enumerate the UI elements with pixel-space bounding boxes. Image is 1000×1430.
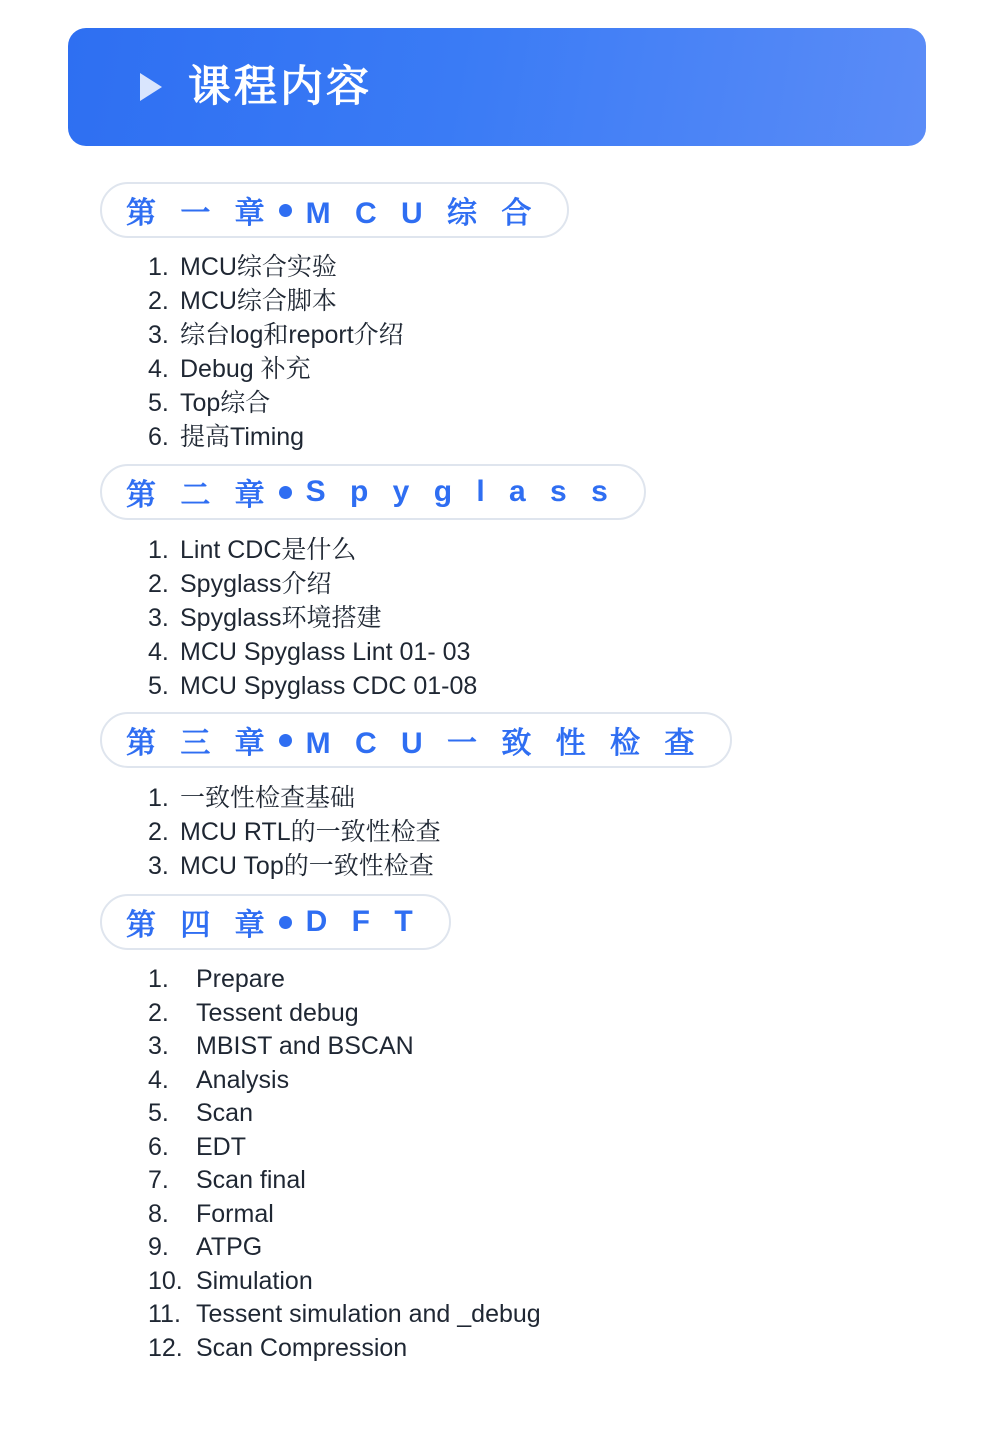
list-item-label: MCU综合实验 bbox=[180, 253, 337, 281]
list-item-label: 提高Timing bbox=[180, 423, 305, 451]
chapter-item-list-4 bbox=[148, 963, 541, 1365]
chapter-label-4: 第 四 章 bbox=[126, 909, 273, 942]
list-item bbox=[148, 963, 541, 997]
chapter-label-1: 第 一 章 bbox=[126, 197, 273, 230]
list-item-label: Scan Compression bbox=[196, 1333, 408, 1362]
list-item-number: 10. bbox=[148, 1266, 183, 1295]
list-item-label: MCU Spyglass CDC 01-08 bbox=[180, 672, 478, 700]
chapter-heading-3 bbox=[100, 712, 732, 768]
list-item bbox=[148, 250, 404, 284]
list-item bbox=[148, 815, 441, 849]
list-item-label: Formal bbox=[196, 1199, 274, 1228]
list-item bbox=[148, 533, 477, 567]
list-item-number: 6. bbox=[148, 423, 169, 451]
chapter-heading-2 bbox=[100, 464, 646, 520]
list-item-label: EDT bbox=[196, 1132, 246, 1161]
list-item-number: 8. bbox=[148, 1199, 169, 1228]
list-item bbox=[148, 318, 404, 352]
list-item-number: 2. bbox=[148, 818, 169, 846]
list-item bbox=[148, 1030, 541, 1064]
list-item-label: 一致性检查基础 bbox=[180, 784, 356, 812]
list-item bbox=[148, 1298, 541, 1332]
list-item-label: Scan final bbox=[196, 1166, 306, 1194]
list-item bbox=[148, 669, 477, 703]
chapter-name-2: S p y g l a s s bbox=[305, 475, 616, 508]
list-item bbox=[148, 601, 477, 635]
list-item bbox=[148, 352, 404, 386]
page-header-banner bbox=[68, 28, 926, 146]
chapter-heading-4 bbox=[100, 894, 451, 950]
list-item-number: 1. bbox=[148, 536, 169, 564]
chapter-name-3: M C U 一 致 性 检 查 bbox=[305, 727, 703, 760]
list-item-label: Tessent simulation and _debug bbox=[196, 1300, 541, 1328]
list-item-label: MCU Top的一致性检查 bbox=[180, 852, 434, 880]
list-item-label: Lint CDC是什么 bbox=[180, 536, 357, 564]
list-item bbox=[148, 1064, 541, 1098]
list-item-number: 1. bbox=[148, 784, 169, 812]
list-item-number: 6. bbox=[148, 1132, 169, 1161]
list-item-number: 3. bbox=[148, 604, 169, 632]
bullet-dot-icon bbox=[279, 486, 292, 499]
list-item-number: 3. bbox=[148, 852, 169, 880]
chapter-label-2: 第 二 章 bbox=[126, 479, 273, 512]
bullet-dot-icon bbox=[279, 204, 292, 217]
list-item-number: 4. bbox=[148, 355, 169, 383]
list-item bbox=[148, 1231, 541, 1265]
list-item-number: 1. bbox=[148, 253, 169, 281]
list-item bbox=[148, 849, 441, 883]
list-item-label: MCU RTL的一致性检查 bbox=[180, 818, 441, 846]
chapter-pill-1 bbox=[100, 182, 569, 238]
list-item-label: Simulation bbox=[196, 1266, 313, 1295]
list-item-label: ATPG bbox=[196, 1233, 263, 1261]
chapter-name-4: D F T bbox=[305, 905, 421, 938]
list-item bbox=[148, 1332, 541, 1366]
list-item bbox=[148, 1097, 541, 1131]
list-item-number: 2. bbox=[148, 998, 169, 1027]
list-item-label: MCU Spyglass Lint 01- 03 bbox=[180, 638, 471, 666]
list-item-label: Scan bbox=[196, 1099, 253, 1127]
chapter-pill-2 bbox=[100, 464, 646, 520]
list-item-number: 5. bbox=[148, 1099, 169, 1127]
chapter-name-1: M C U 综 合 bbox=[305, 197, 540, 230]
chapter-item-list-3 bbox=[148, 781, 441, 883]
list-item-label: Spyglass介绍 bbox=[180, 570, 332, 598]
list-item-number: 2. bbox=[148, 287, 169, 315]
list-item-label: MCU综合脚本 bbox=[180, 287, 337, 315]
list-item-number: 1. bbox=[148, 965, 169, 993]
list-item-label: Tessent debug bbox=[196, 998, 359, 1027]
list-item-number: 11. bbox=[148, 1300, 181, 1328]
list-item bbox=[148, 781, 441, 815]
list-item-number: 5. bbox=[148, 672, 169, 700]
bullet-dot-icon bbox=[279, 916, 292, 929]
page-title: 课程内容 bbox=[188, 62, 372, 111]
list-item-number: 4. bbox=[148, 1065, 169, 1094]
chapter-item-list-2 bbox=[148, 533, 477, 703]
list-item-number: 9. bbox=[148, 1233, 169, 1261]
play-triangle-icon bbox=[140, 73, 162, 101]
chapter-label-3: 第 三 章 bbox=[126, 727, 273, 760]
list-item-label: Spyglass环境搭建 bbox=[180, 604, 382, 632]
list-item-number: 7. bbox=[148, 1166, 169, 1194]
list-item-label: 综台log和report介绍 bbox=[180, 321, 404, 349]
list-item bbox=[148, 1164, 541, 1198]
chapter-heading-1 bbox=[100, 182, 569, 238]
list-item bbox=[148, 1265, 541, 1299]
list-item bbox=[148, 635, 477, 669]
list-item-label: Prepare bbox=[196, 965, 285, 993]
bullet-dot-icon bbox=[279, 734, 292, 747]
list-item bbox=[148, 386, 404, 420]
list-item-label: Debug 补充 bbox=[180, 355, 311, 383]
list-item-label: Top综合 bbox=[180, 389, 271, 417]
chapter-pill-3 bbox=[100, 712, 732, 768]
list-item-number: 12. bbox=[148, 1333, 183, 1362]
list-item bbox=[148, 420, 404, 454]
list-item-number: 3. bbox=[148, 321, 169, 349]
list-item-number: 2. bbox=[148, 570, 169, 598]
list-item bbox=[148, 567, 477, 601]
list-item-number: 3. bbox=[148, 1032, 169, 1060]
list-item bbox=[148, 284, 404, 318]
list-item-number: 4. bbox=[148, 638, 169, 666]
chapter-item-list-1 bbox=[148, 250, 404, 454]
list-item bbox=[148, 1198, 541, 1232]
list-item-label: Analysis bbox=[196, 1065, 290, 1094]
list-item bbox=[148, 997, 541, 1031]
chapter-pill-4 bbox=[100, 894, 451, 950]
list-item-number: 5. bbox=[148, 389, 169, 417]
list-item-label: MBIST and BSCAN bbox=[196, 1032, 414, 1060]
list-item bbox=[148, 1131, 541, 1165]
